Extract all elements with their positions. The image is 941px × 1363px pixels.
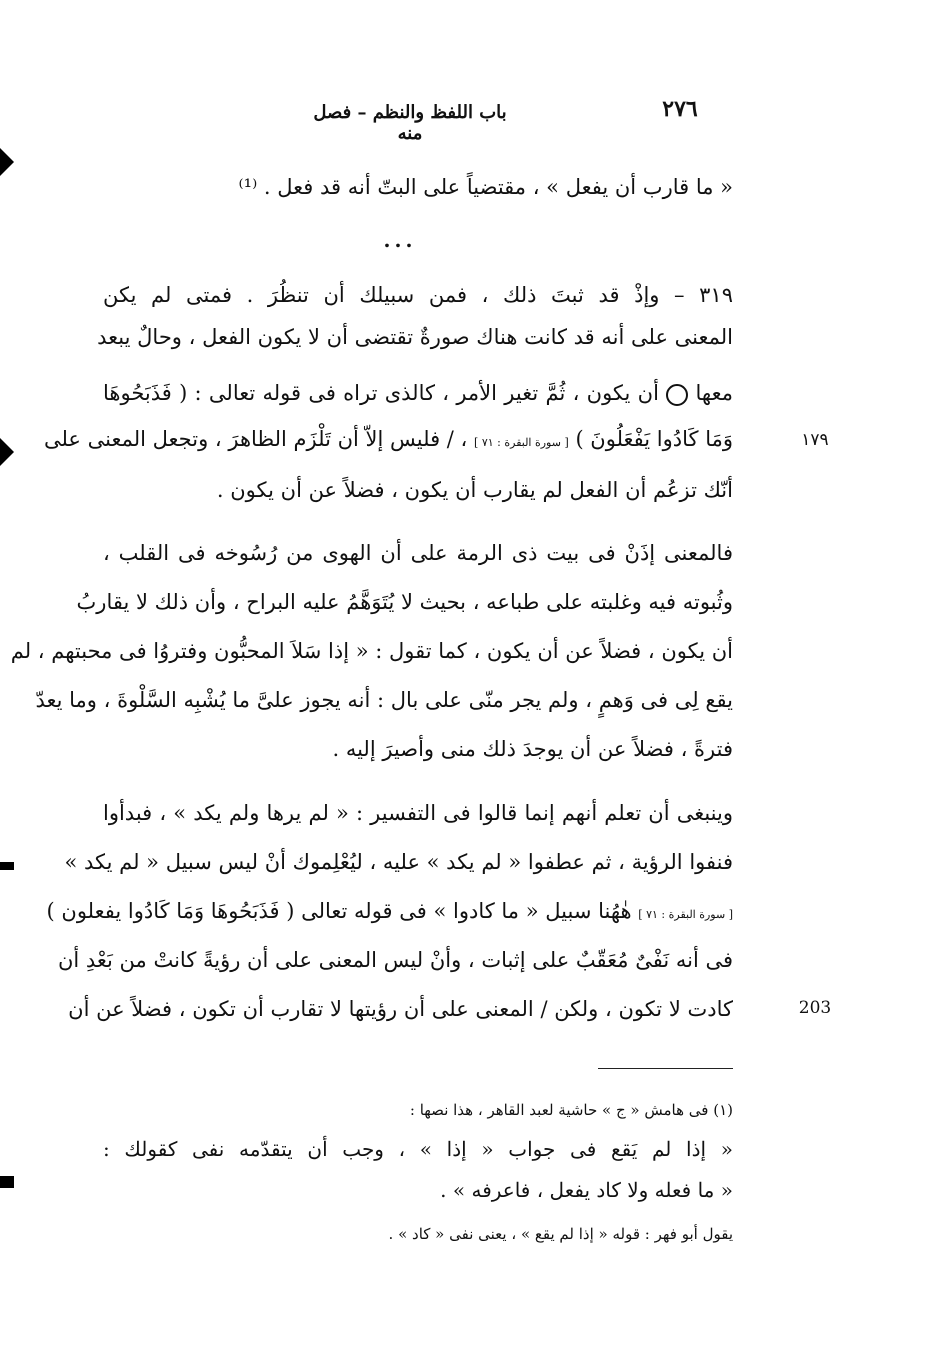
edge-mark <box>0 148 14 176</box>
para3-line-5: كادت لا تكون ، ولكن / المعنى على أن رؤيتها لا تقارب أن تكون ، فضلاً عن أن <box>68 997 733 1021</box>
margin-number: ١٧٩ <box>801 430 829 450</box>
page-number: ٢٧٦ <box>662 96 698 122</box>
quran-reference: [ سورة البقرة : ٧١ ] <box>474 436 569 449</box>
para2-line-1: فالمعنى إذَنْ فى بيت ذى الرمة على أن الهوى من رُسُوخه فى القلب ، <box>103 541 733 565</box>
para1-text: أن يكون ، ثُمَّ تغير الأمر ، كالذى تراه فى قوله تعالى : ( فَذَبَحُوهَا <box>103 381 659 405</box>
para2-line-4: يقع لِى فى وَهمٍ ، ولم يجر منّى على بال : أنه يجوز علىَّ ما يُشْبِه السَّلْوةَ ، وما يعدّ <box>35 688 733 712</box>
footnote-quote-line-2: « ما فعله ولا كاد يفعل ، فاعرفه » . <box>440 1178 733 1202</box>
footnote-quote-line-1: « إذا لم يَقع فى جواب « إذا » ، وجب أن يتقدّمه نفى كقولك : <box>103 1137 733 1161</box>
quran-quote: وَمَا كَادُوا يَفْعَلُونَ ) <box>575 427 733 451</box>
top-line: « ما قارب أن يفعل » ، مقتضياً على البتّ أنه قد فعل . ⁽¹⁾ <box>238 175 733 199</box>
para2-line-5: فترةً ، فضلاً عن أن يوجدَ ذلك منى وأصيرَ إليه . <box>332 737 733 761</box>
footnote-comment: يقول أبو فهر : قوله « إذا لم يقع » ، يعنى نفى « كاد » . <box>388 1225 733 1243</box>
footnote-rule <box>598 1068 733 1069</box>
para1-line-1: ٣١٩ – وإذْ قد ثبتَ ذلك ، فمن سبيلك أن تنظُرَ . فمتى لم يكن <box>103 283 733 307</box>
para3-line-1: وينبغى أن تعلم أنهم إنما قالوا فى التفسير : « لم يرها ولم يكد » ، فبدأوا <box>103 801 733 825</box>
margin-number: 203 <box>798 998 832 1018</box>
para2-line-2: وثُبوته فيه وغلبته على طباعه ، بحيث لا يُتَوَهَّمُ عليه البراح ، وأن ذلك لا يقاربُ <box>76 590 733 614</box>
para2-line-3: أن يكون ، فضلاً عن أن يكون ، كما تقول : « إذا سَلاَ المحبُّون وفتروُا فى محبتهم ، لم <box>10 639 733 663</box>
circle-marker-icon <box>666 384 688 406</box>
section-separator: ... <box>383 228 417 252</box>
edge-mark <box>0 1176 14 1188</box>
para1-line-3 <box>103 378 733 408</box>
running-header-title: باب اللفظ والنظم – فصل منه <box>313 102 507 144</box>
edge-mark <box>0 438 14 466</box>
footnote-intro: (١) فى هامش « ج » حاشية لعبد القاهر ، هذا نصها : <box>409 1101 733 1119</box>
edge-mark <box>0 862 14 870</box>
para1-line-4 <box>43 424 733 458</box>
para3-text: هٰهُنا سبيل « ما كادوا » فى قوله تعالى ( فَذَبَحُوهَا وَمَا كَادُوا يفعلون ) <box>46 899 632 923</box>
para3-line-2: فنفوا الرؤية ، ثم عطفوا « لم يكد » عليه ، ليُعْلِموك أنْ ليس سبيل « لم يكد » <box>64 850 733 874</box>
para1-line-2: المعنى على أنه قد كانت هناك صورةٌ تقتضى أن لا يكون الفعل ، وحالٌ يبعد <box>97 325 733 349</box>
para3-line-3 <box>46 896 733 930</box>
para1-line-5: أنّك تزعُم أن الفعل لم يقارب أن يكون ، فضلاً عن أن يكون . <box>216 478 733 502</box>
para3-line-4: فى أنه نَفْىٌ مُعَقّبٌ على إثبات ، وأنْ ليس المعنى على أن رؤيةً كانتْ من بَعْدِ أن <box>57 948 733 972</box>
para1-text: ، / فليس إلاّ أن تَلْزَم الظاهرَ ، وتجعل المعنى على <box>43 427 468 451</box>
para1-text: معها <box>695 381 733 405</box>
quran-reference: [ سورة البقرة : ٧١ ] <box>638 908 733 921</box>
